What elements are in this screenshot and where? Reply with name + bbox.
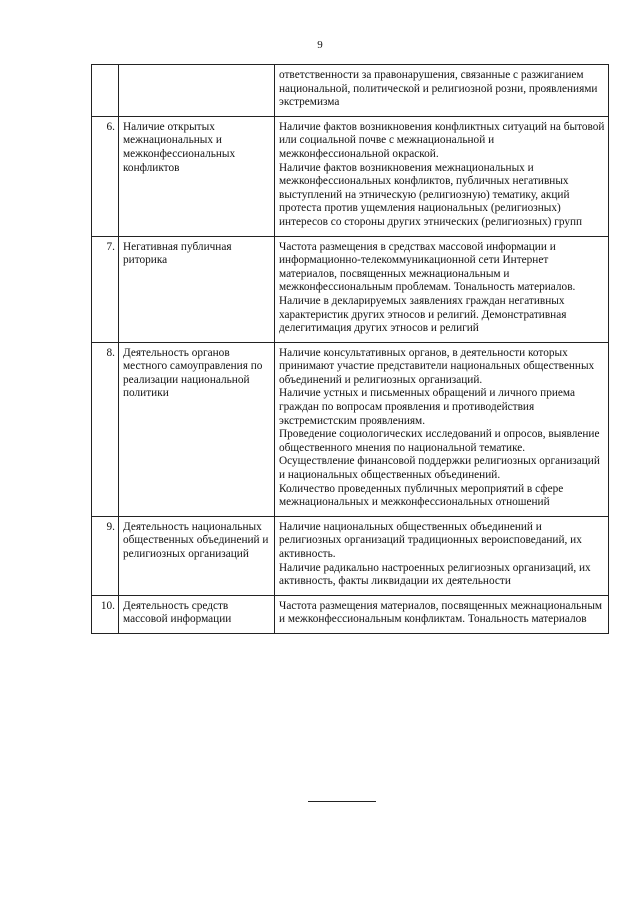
table-row	[92, 116, 609, 236]
page-number: 9	[317, 39, 323, 51]
row-number: 6.	[92, 116, 119, 236]
criterion-name: Наличие открытых межнациональных и межконфессиональных конфликтов	[119, 116, 275, 236]
criterion-description	[275, 65, 609, 117]
description-paragraph: Осуществление финансовой поддержки религиозных организаций и национальных общественных объединений.	[279, 455, 600, 482]
description-paragraph: Частота размещения в средствах массовой информации и информационно-телекоммуникационной сети Интернет материалов, посвященных межнациональным и межконфессиональным проблемам. Тональность материалов.	[279, 240, 576, 294]
description-paragraph: Наличие радикально настроенных религиозных организаций, их активность, факты ликвидации их деятельности	[279, 561, 591, 588]
description-paragraph: Количество проведенных публичных мероприятий в сфере межнациональных и межконфессиональных отношений	[279, 482, 564, 509]
end-divider	[308, 801, 376, 802]
criterion-description	[275, 116, 609, 236]
row-number: 8.	[92, 342, 119, 516]
criterion-name: Деятельность органов местного самоуправления по реализации национальной политики	[119, 342, 275, 516]
row-number: 10.	[92, 595, 119, 633]
criterion-name: Негативная публичная риторика	[119, 236, 275, 342]
criterion-description	[275, 342, 609, 516]
description-paragraph: Наличие в декларируемых заявлениях граждан негативных характеристик других этносов и религий. Демонстративная делегитимация других этносов и религий	[279, 294, 567, 335]
description-paragraph: Наличие устных и письменных обращений и личного приема граждан по вопросам проявления и противодействия экстремистским проявлениям.	[279, 387, 575, 427]
table-row	[92, 236, 609, 342]
description-paragraph: Наличие консультативных органов, в деятельности которых принимают участие представители национальных общественных объединений и религиозных организаций.	[279, 346, 595, 386]
criterion-description	[275, 236, 609, 342]
description-paragraph: Наличие национальных общественных объединений и религиозных организаций традиционных вероисповеданий, их активность.	[279, 520, 582, 560]
description-paragraph: Проведение социологических исследований и опросов, выявление общественного мнения по национальной тематике.	[279, 428, 600, 454]
description-paragraph: Частота размещения материалов, посвященных межнациональным и межконфессиональным конфликтам. Тональность материалов	[279, 599, 603, 626]
row-number	[92, 65, 119, 117]
table-row	[92, 65, 609, 117]
criterion-description	[275, 516, 609, 595]
description-paragraph: Наличие фактов возникновения межнациональных и межконфессиональных конфликтов, публичных негативных выступлений на этническую (религиозную) тематику, акций протеста против ущемления национальных (религиозных) интересов со стороны других этнических (религиозных) групп	[279, 161, 583, 228]
table-row	[92, 516, 609, 595]
row-number: 7.	[92, 236, 119, 342]
row-number: 9.	[92, 516, 119, 595]
criterion-name	[119, 65, 275, 117]
description-paragraph: Наличие фактов возникновения конфликтных ситуаций на бытовой или социальной почве с межнациональной и межконфессиональной окраской.	[279, 120, 605, 160]
criterion-name: Деятельность национальных общественных объединений и религиозных организаций	[119, 516, 275, 595]
table-row	[92, 342, 609, 516]
criterion-name: Деятельность средств массовой информации	[119, 595, 275, 633]
criteria-table	[91, 64, 609, 634]
table-row	[92, 595, 609, 633]
description-paragraph: ответственности за правонарушения, связанные с разжиганием национальной, политической и религиозной розни, проявлениями экстремизма	[279, 69, 598, 109]
criterion-description	[275, 595, 609, 633]
